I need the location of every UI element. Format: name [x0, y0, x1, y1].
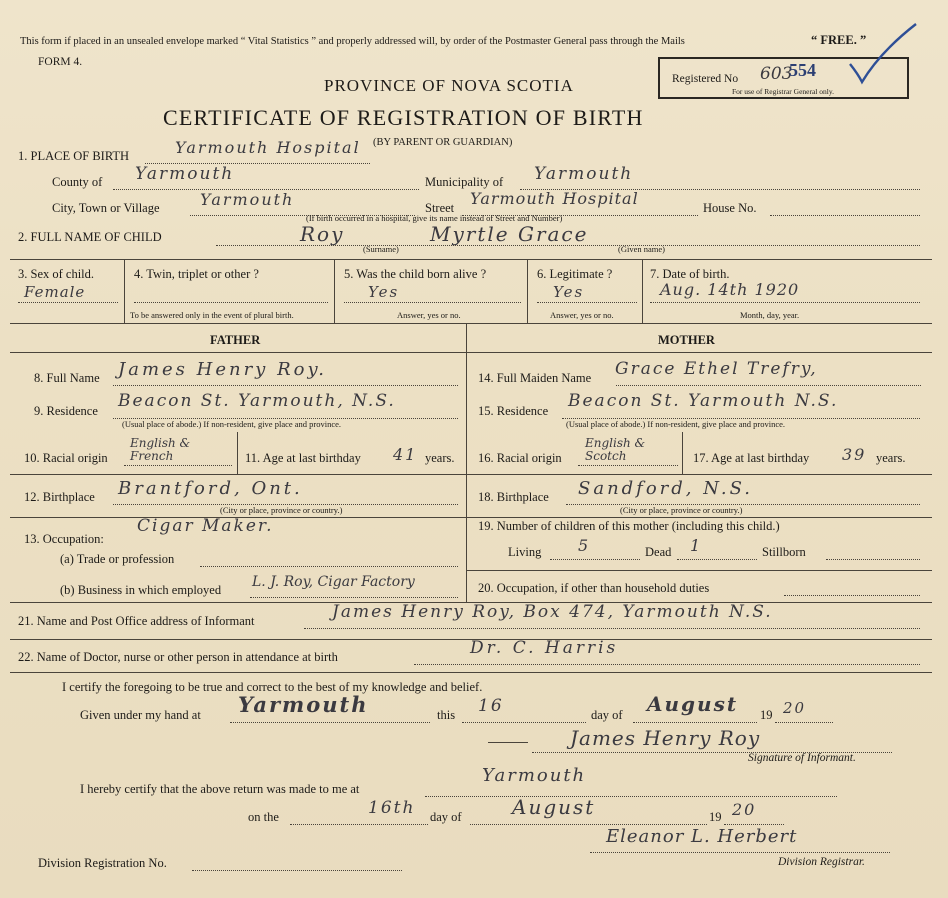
check-mark-icon	[838, 22, 918, 102]
province-heading: PROVINCE OF NOVA SCOTIA	[324, 76, 574, 95]
informant-value: James Henry Roy, Box 474, Yarmouth N.S.	[332, 602, 773, 622]
registrar-day-of-label: day of	[430, 810, 462, 824]
place-of-birth-label: 1. PLACE OF BIRTH	[18, 149, 130, 163]
given-month-value: August	[647, 692, 739, 716]
mother-occupation-label: 20. Occupation, if other than household duties	[478, 581, 710, 595]
postal-notice: This form if placed in an unsealed envelope marked “ Vital Statistics ” and properly addressed will, by order of the Postmaster General pass through the Mails	[20, 36, 685, 47]
father-racial-value: English & French	[130, 436, 191, 463]
dead-label: Dead	[645, 545, 672, 559]
legitimate-note: Answer, yes or no.	[550, 310, 614, 320]
mother-heading: MOTHER	[658, 333, 715, 347]
mother-name-label: 14. Full Maiden Name	[478, 371, 592, 385]
father-business-value: L. J. Roy, Cigar Factory	[252, 574, 415, 590]
given-day-value: 16	[478, 696, 504, 716]
place-of-birth-value: Yarmouth Hospital	[175, 138, 361, 157]
stillborn-label: Stillborn	[762, 545, 806, 559]
father-birthplace-label: 12. Birthplace	[24, 490, 95, 504]
registered-no-stamped: 554	[789, 60, 816, 80]
living-label: Living	[508, 545, 542, 559]
father-residence-note: (Usual place of abode.) If non-resident, give place and province.	[122, 419, 342, 429]
father-birthplace-note: (City or place, province or country.)	[220, 505, 343, 515]
doctor-label: 22. Name of Doctor, nurse or other person in attendance at birth	[18, 650, 338, 664]
certify-statement: I certify the foregoing to be true and correct to the best of my knowledge and belief.	[62, 680, 483, 694]
mother-name-value: Grace Ethel Trefry,	[615, 359, 818, 379]
father-age-label: 11. Age at last birthday	[245, 451, 361, 465]
form-number: FORM 4.	[38, 56, 83, 68]
dead-value: 1	[690, 536, 703, 555]
registrar-general-note: For use of Registrar General only.	[732, 87, 834, 96]
street-value: Yarmouth Hospital	[470, 189, 639, 208]
sex-label: 3. Sex of child.	[18, 267, 95, 281]
registered-no-handwritten: 603	[760, 64, 793, 84]
father-residence-label: 9. Residence	[34, 404, 98, 418]
mother-birthplace-label: 18. Birthplace	[478, 490, 549, 504]
surname-note: (Surname)	[363, 244, 399, 254]
twin-label: 4. Twin, triplet or other ?	[134, 267, 259, 281]
twin-note: To be answered only in the event of plural birth.	[130, 310, 294, 320]
child-given-name: Myrtle Grace	[430, 222, 589, 246]
father-residence-value: Beacon St. Yarmouth, N.S.	[118, 391, 396, 411]
registrar-year-value: 20	[732, 800, 757, 819]
father-business-label: (b) Business in which employed	[60, 583, 222, 597]
city-label: City, Town or Village	[52, 201, 160, 215]
living-value: 5	[578, 536, 591, 555]
mother-birthplace-value: Sandford, N.S.	[578, 478, 753, 499]
given-year-prefix: 19	[760, 708, 773, 722]
on-the-label: on the	[248, 810, 279, 824]
father-name-value: James Henry Roy.	[118, 359, 327, 380]
born-alive-note: Answer, yes or no.	[397, 310, 461, 320]
legitimate-value: Yes	[553, 283, 585, 301]
mother-age-label: 17. Age at last birthday	[693, 451, 810, 465]
registrar-year-prefix: 19	[709, 810, 722, 824]
date-of-birth-label: 7. Date of birth.	[650, 267, 730, 281]
by-parent-note: (BY PARENT OR GUARDIAN)	[373, 137, 513, 148]
house-no-label: House No.	[703, 201, 757, 215]
mother-residence-value: Beacon St. Yarmouth N.S.	[568, 391, 839, 411]
mother-birthplace-note: (City or place, province or country.)	[620, 505, 743, 515]
born-alive-value: Yes	[368, 283, 400, 301]
division-registrar-label: Division Registrar.	[778, 856, 865, 868]
doctor-value: Dr. C. Harris	[470, 638, 619, 658]
father-trade-label: (a) Trade or profession	[60, 552, 175, 566]
given-year-value: 20	[783, 699, 807, 717]
born-alive-label: 5. Was the child born alive ?	[344, 267, 487, 281]
division-registration-label: Division Registration No.	[38, 856, 167, 870]
city-value: Yarmouth	[200, 190, 295, 209]
registrar-signature: Eleanor L. Herbert	[606, 826, 798, 847]
father-racial-label: 10. Racial origin	[24, 451, 108, 465]
mother-racial-label: 16. Racial origin	[478, 451, 562, 465]
given-day-of-label: day of	[591, 708, 623, 722]
father-birthplace-value: Brantford, Ont.	[118, 478, 303, 499]
mother-children-label: 19. Number of children of this mother (including this child.)	[478, 519, 780, 533]
given-under-label: Given under my hand at	[80, 708, 201, 722]
county-value: Yarmouth	[135, 164, 235, 184]
free-label: “ FREE. ”	[811, 33, 867, 47]
mother-residence-label: 15. Residence	[478, 404, 549, 418]
father-heading: FATHER	[210, 333, 261, 347]
municipality-label: Municipality of	[425, 175, 504, 189]
certificate-title: CERTIFICATE OF REGISTRATION OF BIRTH	[163, 105, 644, 130]
municipality-value: Yarmouth	[534, 164, 634, 184]
this-label: this	[437, 708, 456, 722]
full-name-label: 2. FULL NAME OF CHILD	[18, 230, 162, 244]
given-place-value: Yarmouth	[238, 692, 369, 717]
mother-age-years: years.	[876, 451, 906, 465]
mother-racial-value: English & Scotch	[585, 436, 646, 463]
father-occupation-label: 13. Occupation:	[24, 532, 104, 546]
registrar-statement: I hereby certify that the above return was made to me at	[80, 782, 360, 796]
given-name-note: (Given name)	[618, 244, 665, 254]
informant-label: 21. Name and Post Office address of Informant	[18, 614, 255, 628]
date-of-birth-note: Month, day, year.	[740, 310, 800, 320]
registered-no-label: Registered No	[672, 73, 739, 85]
informant-signature: James Henry Roy	[570, 726, 761, 750]
child-surname: Roy	[300, 222, 345, 246]
father-name-label: 8. Full Name	[34, 371, 100, 385]
date-of-birth-value: Aug. 14th 1920	[660, 280, 800, 299]
registrar-place-value: Yarmouth	[482, 765, 587, 786]
father-age-years: years.	[425, 451, 455, 465]
hospital-note: (If birth occurred in a hospital, give its name instead of Street and Number)	[306, 213, 563, 223]
father-age-value: 41	[393, 445, 418, 464]
mother-age-value: 39	[842, 445, 867, 464]
street-label: Street	[425, 201, 455, 215]
legitimate-label: 6. Legitimate ?	[537, 267, 613, 281]
father-occupation-value: Cigar Maker.	[137, 516, 274, 536]
mother-residence-note: (Usual place of abode.) If non-resident, give place and province.	[566, 419, 786, 429]
county-label: County of	[52, 175, 103, 189]
registrar-day-value: 16th	[368, 798, 416, 818]
registrar-month-value: August	[512, 795, 596, 819]
signature-of-informant-label: Signature of Informant.	[748, 752, 856, 764]
sex-value: Female	[24, 283, 86, 301]
